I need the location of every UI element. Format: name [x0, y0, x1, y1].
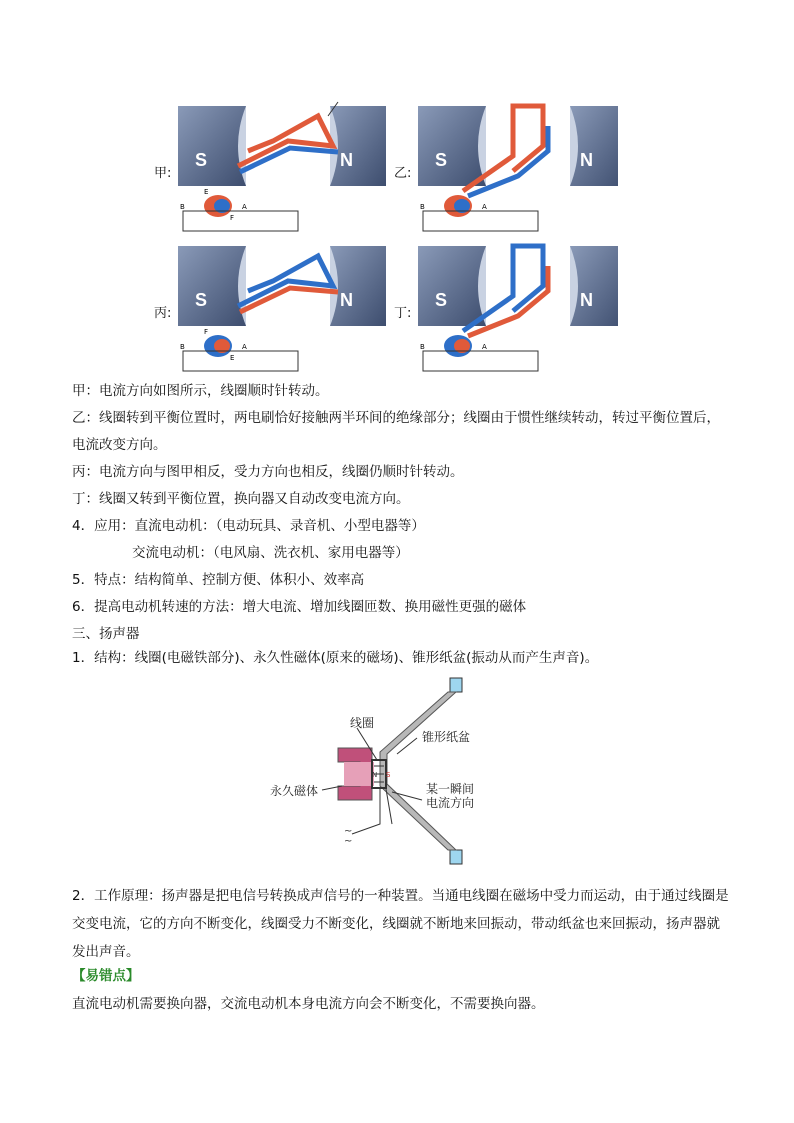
panel-label-bing: 丙:	[154, 306, 172, 321]
paragraph-ding: 丁：线圈又转到平衡位置，换向器又自动改变电流方向。	[72, 491, 410, 507]
panel-bing	[178, 246, 386, 371]
seg-f-bing: F	[204, 328, 209, 336]
pole-n-jia: N	[340, 150, 353, 170]
svg-text:~: ~	[344, 826, 353, 837]
brush-a-ding: A	[482, 343, 487, 351]
label-magnet: 永久磁体	[270, 784, 319, 798]
pole-s-yi: S	[435, 150, 448, 170]
brush-b-yi: B	[420, 203, 425, 211]
brush-b-jia: B	[180, 203, 185, 211]
pole-s-jia: S	[195, 150, 208, 170]
label-current-2: 电流方向	[426, 796, 475, 810]
brush-a-yi: A	[482, 203, 487, 211]
panel-label-ding: 丁:	[394, 306, 412, 321]
speaker-figure	[262, 674, 482, 874]
brush-b-bing: B	[180, 343, 185, 351]
label-coil: 线圈	[350, 716, 375, 730]
pole-n-yi: N	[580, 150, 593, 170]
panel-label-yi: 乙:	[394, 166, 412, 181]
paragraph-jia: 甲：电流方向如图所示，线圈顺时针转动。	[72, 383, 329, 399]
panel-label-jia: 甲:	[154, 166, 172, 181]
seg-f-jia: F	[230, 214, 235, 222]
motor-figure	[150, 96, 618, 372]
seg-e-jia: E	[204, 188, 209, 196]
pole-n-speaker: N	[372, 771, 378, 779]
error-text: 直流电动机需要换向器，交流电动机本身电流方向会不断变化，不需要换向器。	[72, 996, 545, 1012]
error-section	[72, 962, 732, 1018]
paragraph-speed-methods: 6．提高电动机转速的方法：增大电流、增加线圈匝数、换用磁性更强的磁体	[72, 599, 527, 615]
error-heading: 【易错点】	[72, 968, 140, 984]
principle-text	[72, 882, 732, 966]
paragraph-structure: 1．结构：线圈(电磁铁部分)、永久性磁体(原来的磁场)、锥形纸盆(振动从而产生声音)。	[72, 650, 599, 666]
panel-jia	[178, 102, 386, 231]
label-cone: 锥形纸盆	[422, 730, 471, 744]
brush-a-bing: A	[242, 343, 247, 351]
pole-s-speaker: S	[386, 771, 391, 779]
label-current-1: 某一瞬间	[426, 782, 475, 796]
paragraph-application-ac: 交流电动机：（电风扇、洗衣机、家用电器等）	[132, 545, 409, 561]
paragraph-bing: 丙：电流方向与图甲相反，受力方向也相反，线圈仍顺时针转动。	[72, 464, 464, 480]
seg-e-bing: E	[230, 354, 235, 362]
paragraph-yi: 乙：线圈转到平衡位置时，两电刷恰好接触两半环间的绝缘部分；线圈由于惯性继续转动，转过平衡位置后，电流改变方向。	[72, 410, 720, 453]
paragraph-features: 5．特点：结构简单、控制方便、体积小、效率高	[72, 572, 365, 588]
brush-b-ding: B	[420, 343, 425, 351]
svg-text:~: ~	[344, 836, 353, 847]
pole-s-ding: S	[435, 290, 448, 310]
pole-n-bing: N	[340, 290, 353, 310]
section-speaker	[72, 622, 732, 670]
brush-a-jia: A	[242, 203, 247, 211]
paragraph-principle: 2．工作原理：扬声器是把电信号转换成声信号的一种装置。当通电线圈在磁场中受力而运动，由于通过线圈是交变电流，它的方向不断变化，线圈受力不断变化，线圈就不断地来回振动，带动纸盆也来回振动，扬声器就发出声音。	[72, 888, 729, 960]
paragraph-application-dc: 4．应用：直流电动机：（电动玩具、录音机、小型电器等）	[72, 518, 425, 534]
section-heading: 三、扬声器	[72, 626, 140, 642]
pole-s-bing: S	[195, 290, 208, 310]
pole-n-ding: N	[580, 290, 593, 310]
motor-text	[72, 378, 732, 621]
